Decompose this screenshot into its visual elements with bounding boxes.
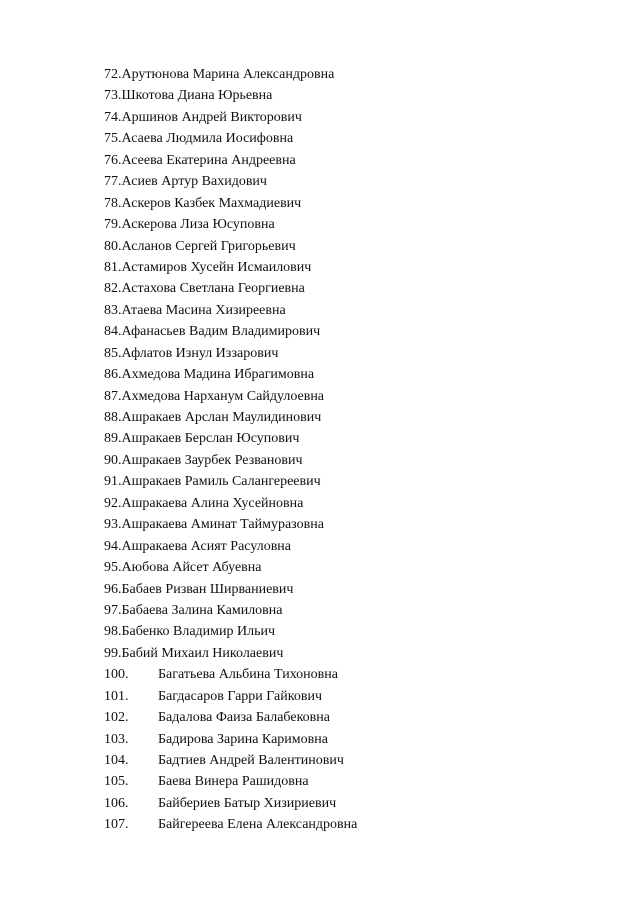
list-item-name: Афанасьев Вадим Владимирович — [121, 324, 321, 340]
list-item-number: 103. — [104, 731, 129, 747]
list-item — [104, 428, 357, 449]
list-item — [104, 343, 357, 364]
list-item-number: 72. — [104, 67, 122, 82]
list-item — [104, 150, 357, 171]
list-item-number: 86. — [104, 367, 122, 383]
list-item-name: Байбериев Батыр Хизириевич — [158, 795, 337, 811]
list-item-name: Бадтиев Андрей Валентинович — [158, 753, 344, 768]
list-item — [104, 407, 357, 428]
list-item-number: 74. — [104, 109, 122, 125]
list-item-number: 95. — [104, 560, 122, 576]
list-item-name: Ахмедова Мадина Ибрагимовна — [121, 367, 315, 383]
list-item — [104, 300, 357, 321]
list-item-number: 88. — [104, 410, 122, 425]
list-item-name: Аршинов Андрей Викторович — [121, 109, 302, 125]
list-item-name: Бабаев Ризван Ширваниевич — [121, 581, 294, 597]
list-item — [104, 450, 357, 471]
list-item-name: Бабенко Владимир Ильич — [121, 624, 276, 640]
list-item — [104, 600, 357, 621]
list-item — [104, 814, 357, 835]
list-item-number: 76. — [104, 152, 122, 168]
list-item-name: Асеева Екатерина Андреевна — [121, 152, 296, 168]
list-item — [104, 471, 357, 492]
list-item-number: 96. — [104, 581, 122, 597]
list-item-name: Асланов Сергей Григорьевич — [121, 238, 296, 254]
list-item-number: 78. — [104, 195, 122, 211]
list-item — [104, 171, 357, 192]
list-item-name: Багдасаров Гарри Гайкович — [158, 688, 322, 704]
list-item — [104, 257, 357, 278]
list-item-name: Ашракаев Заурбек Резванович — [121, 452, 303, 468]
list-item-number: 75. — [104, 131, 122, 147]
list-item-name: Аскерова Лиза Юсуповна — [121, 217, 275, 233]
list-item-name: Ашракаев Рамиль Салангереевич — [121, 474, 321, 490]
list-item — [104, 107, 357, 128]
list-item-number: 87. — [104, 388, 122, 404]
list-item-number: 107. — [104, 817, 129, 833]
name-list — [104, 64, 357, 836]
list-item-name: Шкотова Диана Юрьевна — [121, 88, 273, 104]
list-item-name: Бадирова Зарина Каримовна — [158, 731, 328, 747]
list-item-number: 91. — [104, 474, 122, 490]
list-item — [104, 321, 357, 342]
list-item-name: Бабий Михаил Николаевич — [121, 645, 284, 661]
list-item-name: Ахмедова Нарханум Сайдулоевна — [121, 388, 325, 404]
list-item — [104, 64, 357, 85]
list-item-number: 106. — [104, 795, 129, 811]
list-item-name: Атаева Масина Хизиреевна — [121, 302, 286, 318]
list-item-number: 79. — [104, 217, 122, 233]
list-item-number: 82. — [104, 281, 122, 297]
list-item — [104, 364, 357, 385]
list-item-name: Бабаева Залина Камиловна — [121, 602, 283, 618]
list-item-name: Аскеров Казбек Махмадиевич — [121, 195, 302, 211]
list-item-number: 85. — [104, 345, 122, 361]
list-item-name: Астамиров Хусейн Исмаилович — [121, 259, 312, 275]
list-item — [104, 579, 357, 600]
list-item-name: Аюбова Айсет Абуевна — [121, 560, 262, 576]
list-item-name: Ашракаев Берслан Юсупович — [121, 431, 300, 447]
list-item-name: Бадалова Фаиза Балабековна — [158, 710, 330, 726]
list-item — [104, 193, 357, 214]
list-item-number: 105. — [104, 774, 129, 790]
list-item-number: 80. — [104, 238, 122, 254]
list-item — [104, 493, 357, 514]
list-item — [104, 536, 357, 557]
list-item-name: Багатьева Альбина Тихоновна — [158, 667, 338, 683]
list-item-name: Асаева Людмила Иосифовна — [121, 131, 294, 147]
list-item — [104, 729, 357, 750]
list-item-name: Баева Винера Рашидовна — [158, 774, 309, 790]
list-item-number: 77. — [104, 174, 122, 190]
list-item-name: Астахова Светлана Георгиевна — [121, 281, 305, 297]
list-item-name: Ашракаева Асият Расуловна — [121, 538, 292, 554]
list-item-number: 84. — [104, 324, 122, 340]
list-item — [104, 514, 357, 535]
list-item-number: 99. — [104, 645, 122, 661]
list-item-number: 73. — [104, 88, 122, 104]
list-item-number: 104. — [104, 753, 129, 768]
list-item-number: 92. — [104, 495, 122, 511]
list-item-number: 97. — [104, 602, 122, 618]
list-item — [104, 85, 357, 106]
list-item-number: 102. — [104, 710, 129, 726]
list-item-name: Ашракаева Аминат Таймуразовна — [121, 517, 324, 533]
list-item — [104, 664, 357, 685]
list-item-number: 89. — [104, 431, 122, 447]
list-item-number: 100. — [104, 667, 129, 683]
list-item-number: 81. — [104, 259, 122, 275]
list-item — [104, 278, 357, 299]
list-item-name: Байгереева Елена Александровна — [158, 817, 358, 833]
list-item — [104, 621, 357, 642]
list-item — [104, 686, 357, 707]
list-item — [104, 386, 357, 407]
list-item-number: 94. — [104, 538, 122, 554]
list-item-number: 101. — [104, 688, 129, 704]
list-item-number: 90. — [104, 452, 122, 468]
list-item-name: Ашракаева Алина Хусейновна — [121, 495, 304, 511]
list-item — [104, 128, 357, 149]
list-item-number: 93. — [104, 517, 122, 533]
list-item-name: Ашракаев Арслан Маулидинович — [121, 410, 322, 425]
list-item-name: Асиев Артур Вахидович — [121, 174, 267, 190]
list-item — [104, 771, 357, 792]
list-item — [104, 707, 357, 728]
list-item — [104, 236, 357, 257]
list-item-name: Арутюнова Марина Александровна — [121, 67, 335, 82]
list-item-name: Афлатов Изнул Иззарович — [121, 345, 279, 361]
list-item — [104, 557, 357, 578]
list-item — [104, 793, 357, 814]
list-item-number: 98. — [104, 624, 122, 640]
list-item — [104, 750, 357, 771]
list-item — [104, 214, 357, 235]
list-item-number: 83. — [104, 302, 122, 318]
list-item — [104, 643, 357, 664]
